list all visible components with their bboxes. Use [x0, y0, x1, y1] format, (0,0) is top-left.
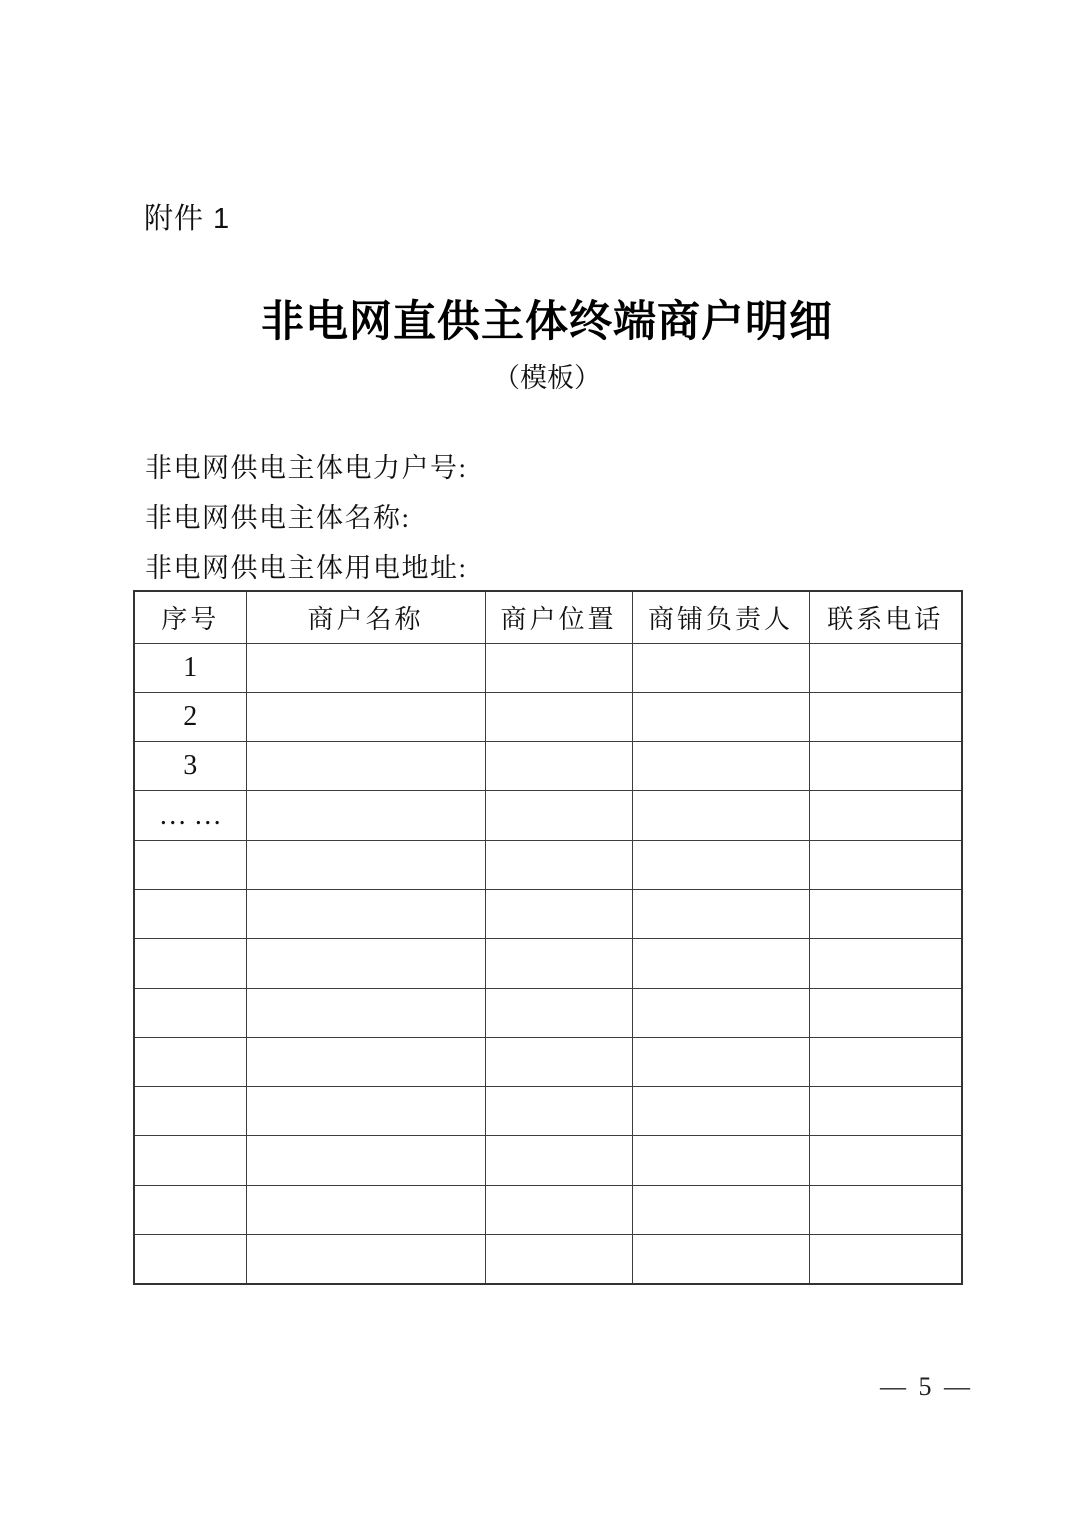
table-cell: [809, 1087, 962, 1136]
table-cell: [246, 840, 485, 889]
table-cell: [632, 889, 809, 938]
table-cell: [632, 840, 809, 889]
header-cell-shop-manager: 商铺负责人: [632, 591, 809, 643]
table-cell: [632, 1037, 809, 1086]
table-cell: [134, 889, 246, 938]
table-cell: [809, 939, 962, 988]
table-row: [134, 742, 962, 791]
table-cell: [246, 643, 485, 692]
table-row: [134, 889, 962, 938]
table-row: [134, 692, 962, 741]
info-line-power-address: 非电网供电主体用电地址:: [145, 553, 468, 583]
table-cell: [485, 1235, 632, 1284]
table-cell: [134, 988, 246, 1037]
table-cell: [632, 742, 809, 791]
table-cell: [246, 1136, 485, 1185]
table-cell: [485, 1136, 632, 1185]
table-cell: [134, 1136, 246, 1185]
table-cell: [809, 988, 962, 1037]
table-row: [134, 939, 962, 988]
supplier-info-block: [145, 443, 468, 593]
table-row: [134, 643, 962, 692]
table-cell: [134, 1037, 246, 1086]
table-cell: [485, 988, 632, 1037]
merchant-table: [133, 590, 963, 1285]
table-cell: [134, 1185, 246, 1234]
table-cell: [632, 643, 809, 692]
table-cell: [809, 840, 962, 889]
table-cell: [134, 939, 246, 988]
table-cell: [485, 1037, 632, 1086]
table-cell: [809, 1185, 962, 1234]
table-header-row: [134, 591, 962, 643]
table-cell: [246, 1235, 485, 1284]
table-cell: [485, 692, 632, 741]
table-cell: [809, 791, 962, 840]
table-cell: [246, 791, 485, 840]
table-cell: [809, 1235, 962, 1284]
table-cell: [632, 1235, 809, 1284]
table-cell: [246, 742, 485, 791]
table-row: [134, 1235, 962, 1284]
table-cell: [246, 939, 485, 988]
table-cell: [632, 988, 809, 1037]
table-row: [134, 1087, 962, 1136]
page-number-footer: — 5 —: [880, 1372, 970, 1401]
table-cell: 2: [134, 692, 246, 741]
table-row: [134, 1185, 962, 1234]
info-line-power-account: 非电网供电主体电力户号:: [145, 453, 468, 483]
table-cell: [632, 1185, 809, 1234]
table-cell: [246, 1087, 485, 1136]
header-cell-merchant-location: 商户位置: [485, 591, 632, 643]
table-row: [134, 988, 962, 1037]
table-row: [134, 791, 962, 840]
table-row: [134, 1037, 962, 1086]
table-row: [134, 840, 962, 889]
table-cell: [632, 791, 809, 840]
table-cell: [246, 1185, 485, 1234]
header-cell-merchant-name: 商户名称: [246, 591, 485, 643]
table-cell: [485, 791, 632, 840]
table-row: [134, 1136, 962, 1185]
table-cell: [246, 1037, 485, 1086]
merchant-table-body: [134, 643, 962, 1284]
table-cell: [485, 643, 632, 692]
table-cell: 3: [134, 742, 246, 791]
table-cell: [485, 1185, 632, 1234]
table-cell: [246, 988, 485, 1037]
table-cell: [246, 692, 485, 741]
header-cell-index: 序号: [134, 591, 246, 643]
table-cell: [485, 1087, 632, 1136]
table-cell: [134, 1235, 246, 1284]
table-cell: [134, 1087, 246, 1136]
table-cell: [485, 939, 632, 988]
table-cell: [485, 742, 632, 791]
attachment-label: 附件 1: [144, 203, 231, 235]
table-cell: [632, 939, 809, 988]
table-cell: [809, 692, 962, 741]
table-cell: [632, 692, 809, 741]
document-title: 非电网直供主体终端商户明细: [261, 299, 833, 346]
table-cell: [809, 1037, 962, 1086]
table-cell: [485, 889, 632, 938]
info-line-supplier-name: 非电网供电主体名称:: [145, 503, 411, 533]
table-cell: [809, 643, 962, 692]
table-cell: … …: [134, 791, 246, 840]
table-cell: [485, 840, 632, 889]
table-cell: [809, 889, 962, 938]
table-cell: [632, 1136, 809, 1185]
table-cell: [632, 1087, 809, 1136]
header-cell-contact-phone: 联系电话: [809, 591, 962, 643]
document-subtitle: （模板）: [493, 363, 601, 393]
table-cell: [246, 889, 485, 938]
table-cell: [809, 742, 962, 791]
table-cell: [809, 1136, 962, 1185]
table-cell: [134, 840, 246, 889]
table-cell: 1: [134, 643, 246, 692]
